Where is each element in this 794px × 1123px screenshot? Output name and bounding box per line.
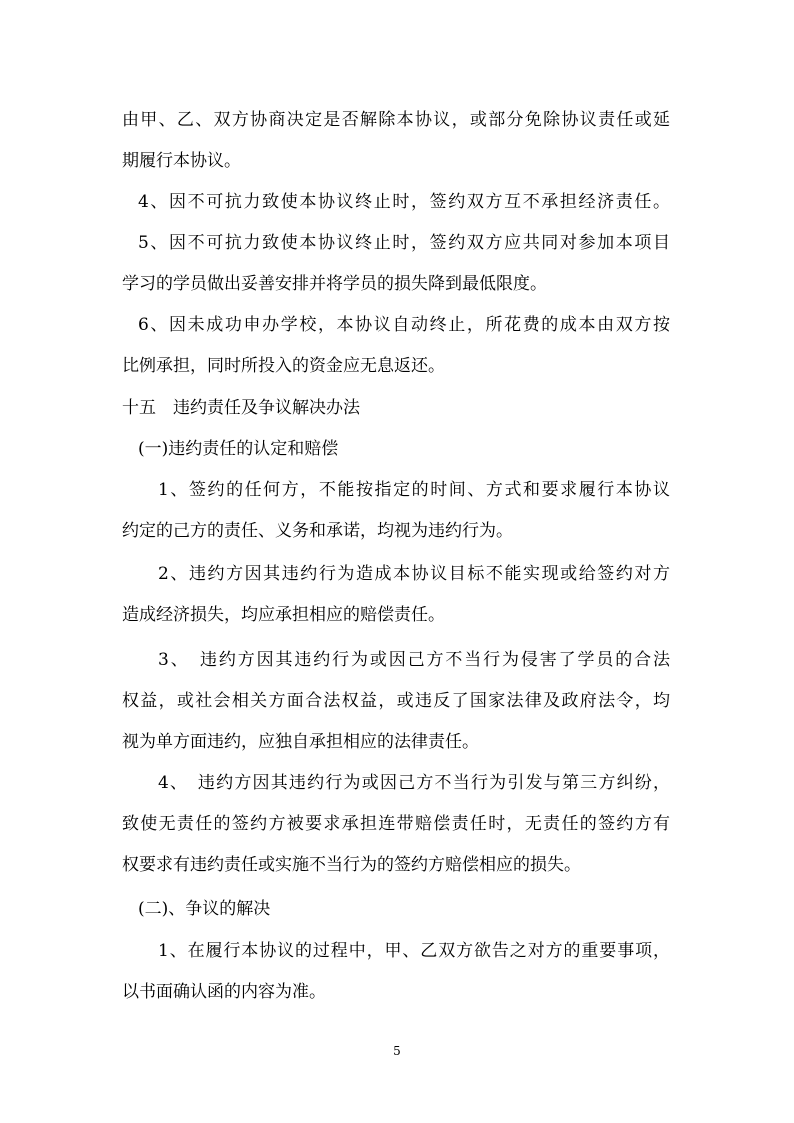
text-line: 以书面确认函的内容为准。 — [122, 982, 326, 1002]
text-line: 1、在履行本协议的过程中，甲、乙双方欲告之对方的重要事项， — [158, 941, 670, 961]
text-line: 比例承担，同时所投入的资金应无息返还。 — [122, 356, 445, 376]
text-line: 4、 违约方因其违约行为或因己方不当行为引发与第三方纠纷， — [158, 773, 670, 793]
text-line: 约定的己方的责任、义务和承诺，均视为违约行为。 — [122, 521, 513, 541]
page-number: 5 — [393, 1044, 401, 1058]
text-line: 由甲、乙、双方协商决定是否解除本协议，或部分免除协议责任或延 — [122, 110, 670, 130]
text-line: 致使无责任的签约方被要求承担连带赔偿责任时，无责任的签约方有 — [122, 814, 670, 834]
text-line: 视为单方面违约，应独自承担相应的法律责任。 — [122, 732, 479, 752]
subsection-heading: (一)违约责任的认定和赔偿 — [138, 439, 339, 459]
section-heading: 十五 违约责任及争议解决办法 — [122, 398, 360, 418]
text-line: 5、因不可抗力致使本协议终止时，签约双方应共同对参加本项目 — [138, 233, 670, 253]
text-line: 4、因不可抗力致使本协议终止时，签约双方互不承担经济责任。 — [138, 192, 670, 212]
subsection-heading: (二)、争议的解决 — [138, 899, 271, 919]
text-line: 期履行本协议。 — [122, 151, 241, 171]
text-line: 权要求有违约责任或实施不当行为的签约方赔偿相应的损失。 — [122, 855, 581, 875]
text-line: 6、因未成功申办学校，本协议自动终止，所花费的成本由双方按 — [138, 315, 670, 335]
text-line: 2、违约方因其违约行为造成本协议目标不能实现或给签约对方 — [158, 564, 670, 584]
text-line: 3、 违约方因其违约行为或因己方不当行为侵害了学员的合法 — [158, 650, 670, 670]
text-line: 权益，或社会相关方面合法权益，或违反了国家法律及政府法令，均 — [122, 691, 670, 711]
text-line: 造成经济损失，均应承担相应的赔偿责任。 — [122, 605, 445, 625]
text-line: 学习的学员做出妥善安排并将学员的损失降到最低限度。 — [122, 274, 547, 294]
text-line: 1、签约的任何方，不能按指定的时间、方式和要求履行本协议 — [158, 480, 670, 500]
